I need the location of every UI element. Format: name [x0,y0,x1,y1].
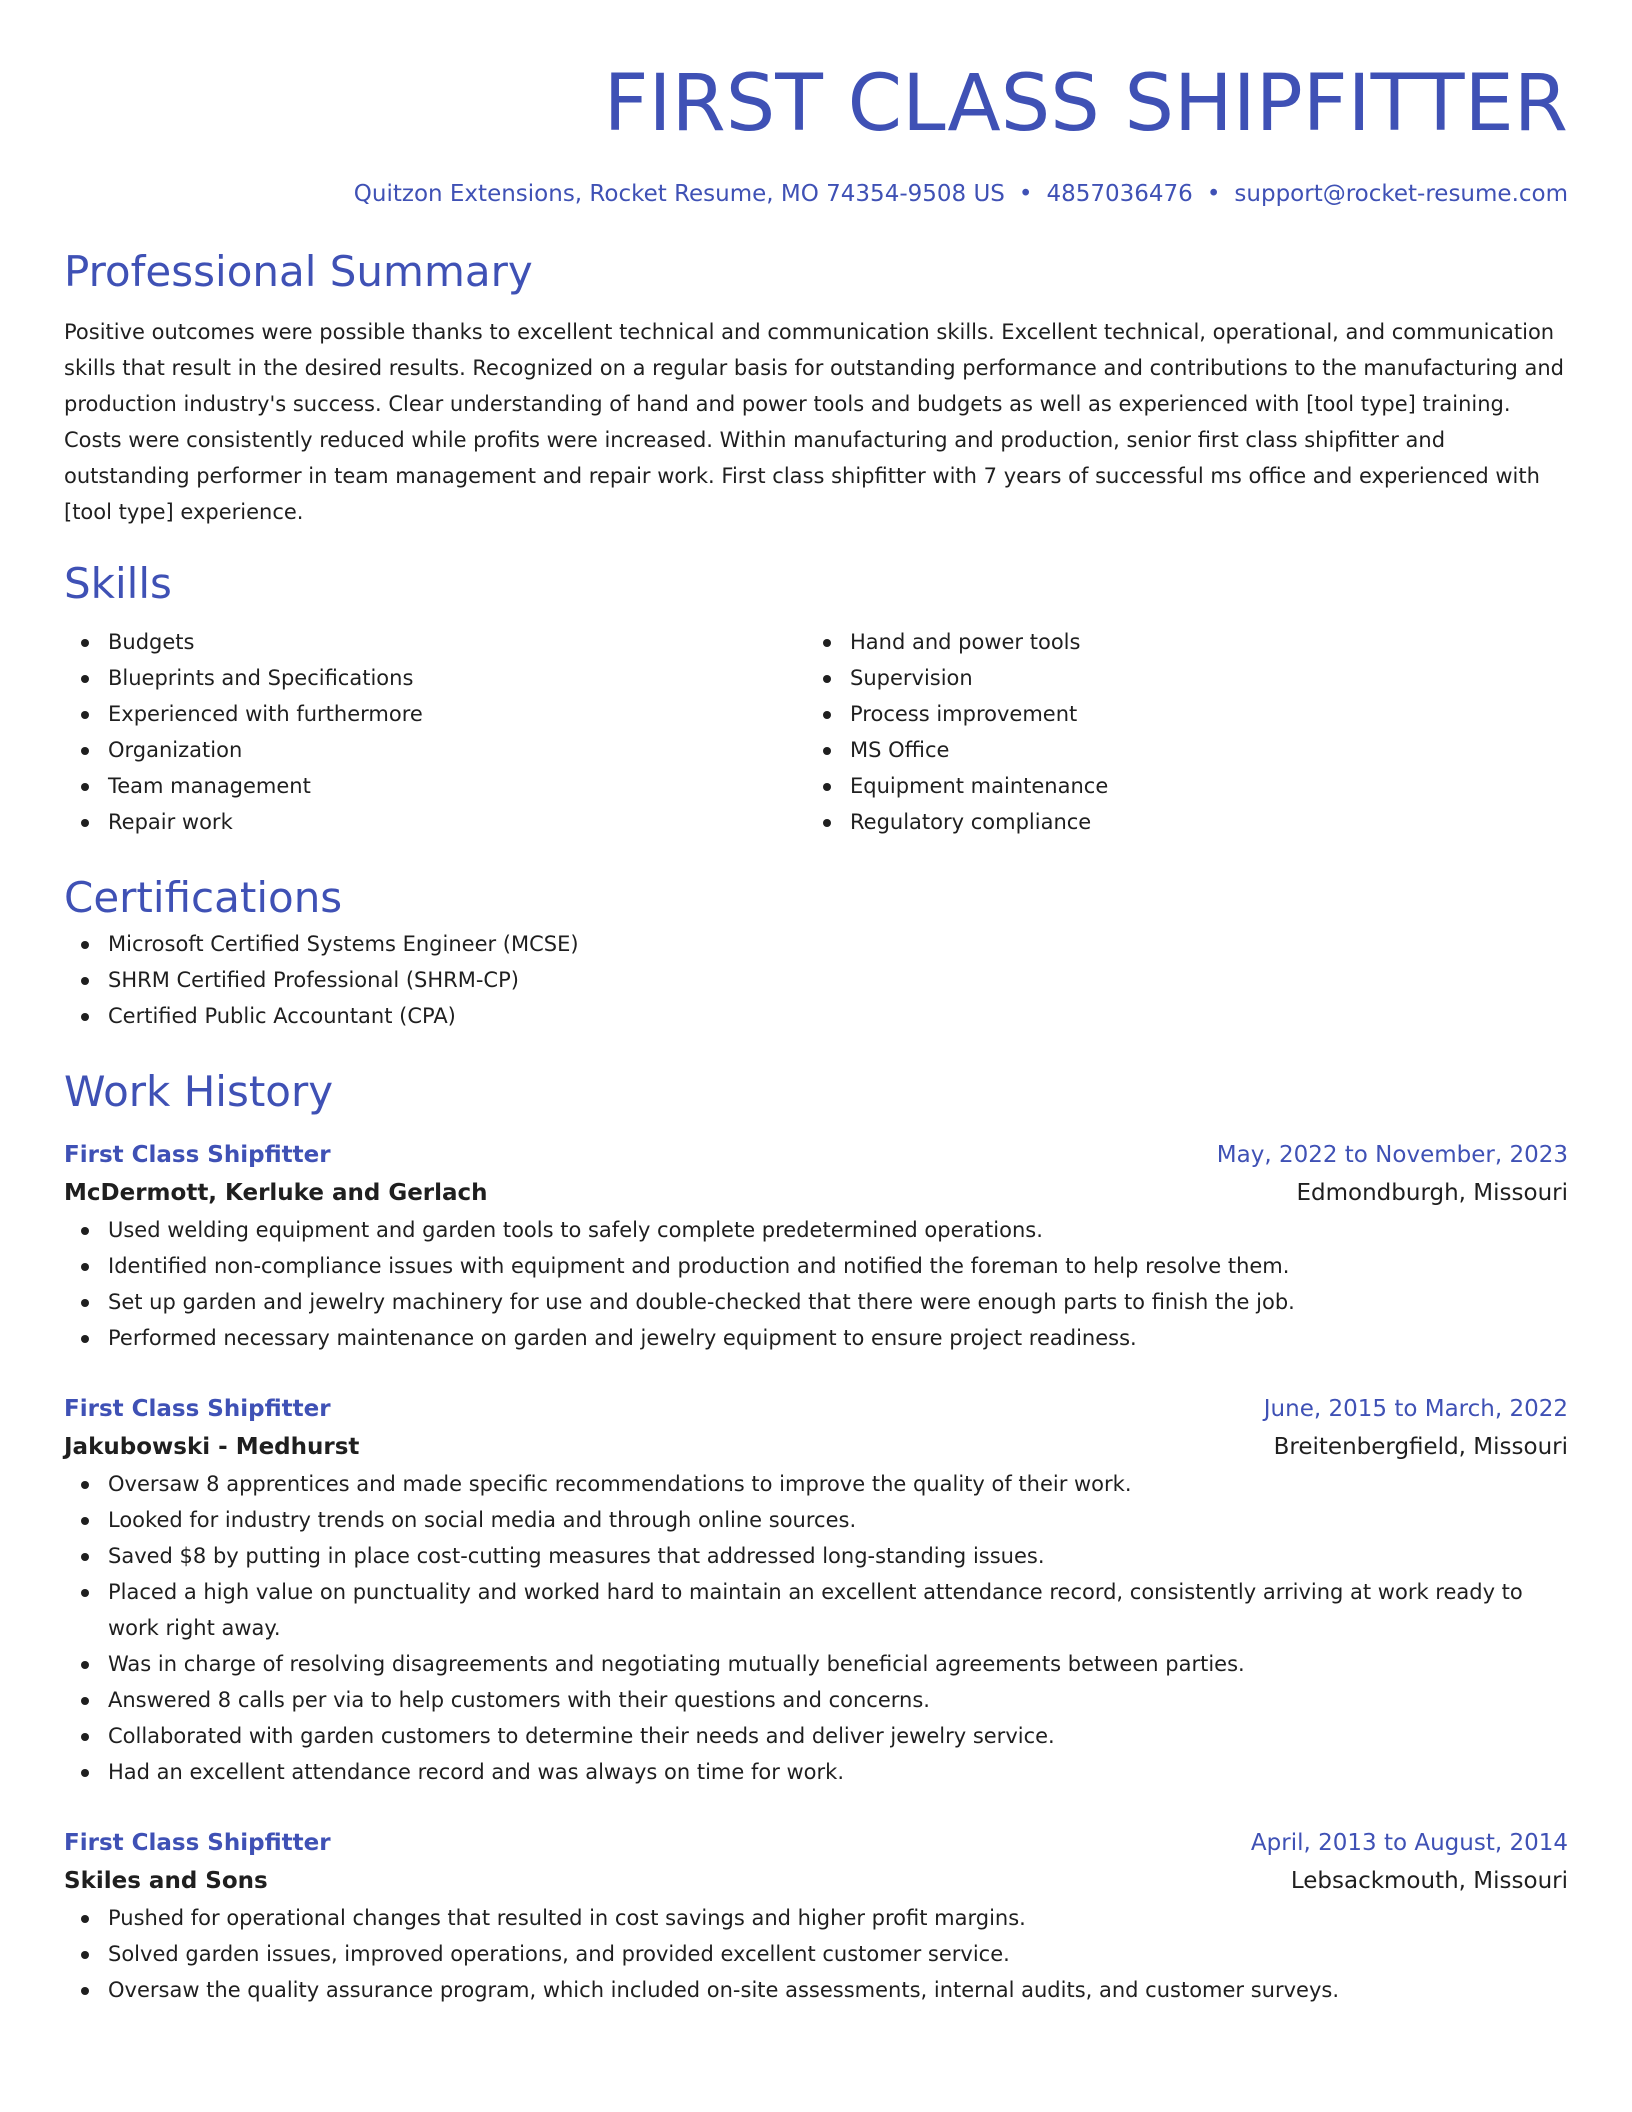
skill-item: Team management [64,768,806,804]
job-header-row [64,1136,1568,1174]
job-title: First Class Shipfitter [64,1142,331,1168]
skills-grid [64,624,1568,840]
skills-heading: Skills [64,559,172,608]
job-entry [64,1390,1568,1790]
job-bullet: Looked for industry trends on social media and through online sources. [64,1502,1568,1538]
job-bullet: Answered 8 calls per via to help customers with their questions and concerns. [64,1682,1568,1718]
job-company-row [64,1862,1568,1900]
job-dates: April, 2013 to August, 2014 [1250,1830,1568,1856]
skill-item: Experienced with furthermore [64,696,806,732]
job-bullets [64,1212,1568,1356]
job-bullet: Performed necessary maintenance on garden and jewelry equipment to ensure project readiness. [64,1320,1568,1356]
resume-page [64,0,1568,2008]
job-entry [64,1136,1568,1356]
contact-address: Quitzon Extensions, Rocket Resume, MO 74354-9508 US [353,181,1005,207]
job-bullet: Was in charge of resolving disagreements and negotiating mutually beneficial agreements between parties. [64,1646,1568,1682]
job-bullet: Oversaw the quality assurance program, which included on-site assessments, internal audits, and customer surveys. [64,1972,1568,2008]
job-bullet: Pushed for operational changes that resulted in cost savings and higher profit margins. [64,1900,1568,1936]
skill-item: Supervision [806,660,1548,696]
skills-list-left [64,624,806,840]
job-bullet: Oversaw 8 apprentices and made specific recommendations to improve the quality of their work. [64,1466,1568,1502]
summary-heading: Professional Summary [64,247,533,296]
skill-item: Equipment maintenance [806,768,1548,804]
job-location: Breitenbergfield, Missouri [1273,1434,1568,1460]
job-company: Skiles and Sons [64,1868,268,1894]
skill-item: MS Office [806,732,1548,768]
certification-item: SHRM Certified Professional (SHRM-CP) [64,962,1568,998]
job-entry [64,1824,1568,2008]
work-history-heading: Work History [64,1067,334,1116]
skills-list-right [806,624,1548,840]
job-location: Lebsackmouth, Missouri [1290,1868,1568,1894]
job-header-row [64,1390,1568,1428]
job-company: McDermott, Kerluke and Gerlach [64,1180,488,1206]
skill-item: Budgets [64,624,806,660]
job-bullets [64,1900,1568,2008]
job-bullet: Saved $8 by putting in place cost-cutting measures that addressed long-standing issues. [64,1538,1568,1574]
job-bullet: Placed a high value on punctuality and worked hard to maintain an excellent attendance record, consistently arriving at work ready to work right away. [64,1574,1568,1646]
job-header-row [64,1824,1568,1862]
job-bullet: Identified non-compliance issues with equipment and production and notified the foreman to help resolve them. [64,1248,1568,1284]
resume-title: FIRST CLASS SHIPFITTER [603,59,1568,149]
job-bullet: Set up garden and jewelry machinery for use and double-checked that there were enough parts to finish the job. [64,1284,1568,1320]
job-dates: May, 2022 to November, 2023 [1216,1142,1568,1168]
certifications-list [64,926,1568,1034]
job-location: Edmondburgh, Missouri [1296,1180,1568,1206]
job-bullet: Solved garden issues, improved operations, and provided excellent customer service. [64,1936,1568,1972]
contact-line [64,178,1568,210]
skill-item: Repair work [64,804,806,840]
job-bullet: Had an excellent attendance record and was always on time for work. [64,1754,1568,1790]
contact-phone: 4857036476 [1046,181,1193,207]
skill-item: Process improvement [806,696,1548,732]
skills-column-left [64,624,806,840]
job-company-row [64,1174,1568,1212]
job-company-row [64,1428,1568,1466]
summary-text: Positive outcomes were possible thanks to excellent technical and communication skills. Excellent technical, operational, and communication skills that result in the desired results. Recognized on a regular basis for outstanding performance and contributions to the manufacturing and production industry's success. Clear understanding of hand and power tools and budgets as well as experienced with [tool type] training. Costs were consistently reduced while profits were increased. Within manufacturing and production, senior first class shipfitter and outstanding performer in team management and repair work. First class shipfitter with 7 years of successful ms office and experienced with [tool type] experience. [64,320,1565,524]
contact-separator: • [1018,181,1033,207]
job-bullets [64,1466,1568,1790]
skills-column-right [806,624,1548,840]
job-title: First Class Shipfitter [64,1396,331,1422]
skill-item: Hand and power tools [806,624,1548,660]
job-company: Jakubowski - Medhurst [64,1434,360,1460]
job-bullet: Used welding equipment and garden tools to safely complete predetermined operations. [64,1212,1568,1248]
certifications-heading: Certifications [64,873,343,922]
skill-item: Blueprints and Specifications [64,660,806,696]
contact-email: support@rocket-resume.com [1234,181,1568,207]
certification-item: Certified Public Accountant (CPA) [64,998,1568,1034]
skill-item: Organization [64,732,806,768]
certification-item: Microsoft Certified Systems Engineer (MCSE) [64,926,1568,962]
contact-separator: • [1206,181,1221,207]
skill-item: Regulatory compliance [806,804,1548,840]
job-title: First Class Shipfitter [64,1830,331,1856]
job-dates: June, 2015 to March, 2022 [1263,1396,1568,1422]
job-bullet: Collaborated with garden customers to determine their needs and deliver jewelry service. [64,1718,1568,1754]
